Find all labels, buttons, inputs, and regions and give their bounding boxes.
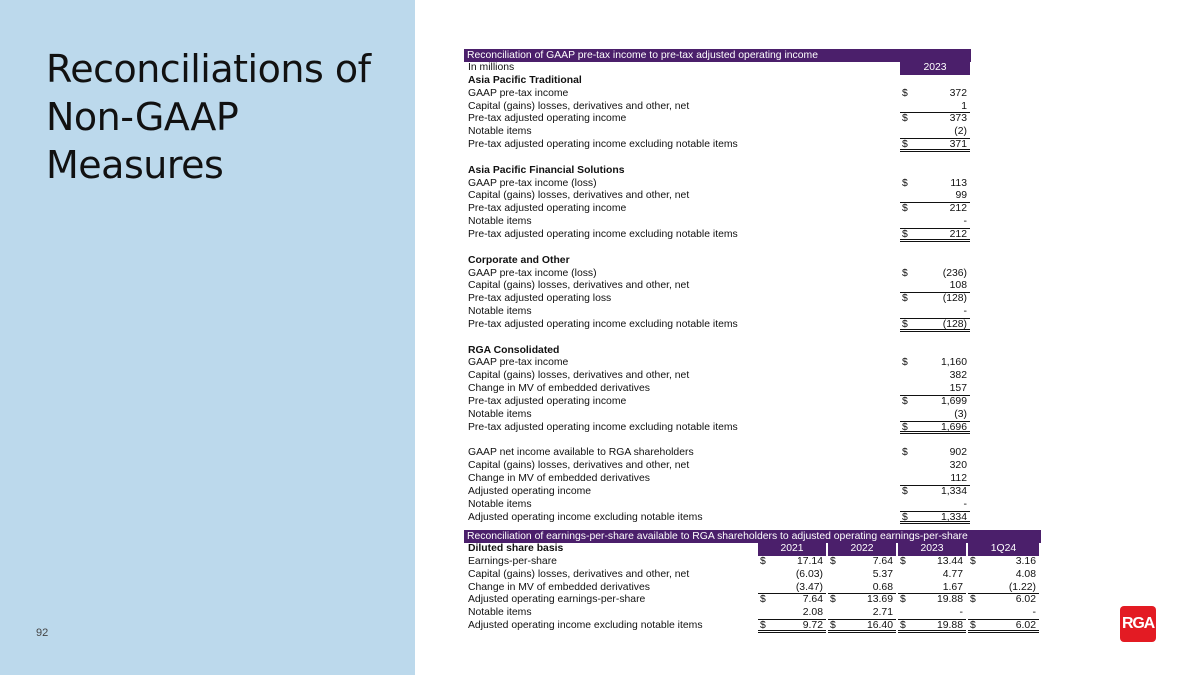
row-value: 373 <box>949 113 967 125</box>
year-header: 2021 <box>758 543 826 556</box>
row-value: 13.69 <box>866 594 893 606</box>
value-cell <box>900 422 970 435</box>
table-header-row <box>464 543 1041 556</box>
currency-symbol: $ <box>760 594 766 606</box>
table-row <box>464 396 971 409</box>
row-value: 1,699 <box>940 395 967 407</box>
row-value: 6.02 <box>1015 594 1036 606</box>
currency-symbol: $ <box>760 555 766 567</box>
value-cell <box>898 582 966 595</box>
row-label: Capital (gains) losses, derivatives and other, net <box>468 190 690 202</box>
row-value: 113 <box>950 177 967 189</box>
left-panel <box>0 0 415 675</box>
currency-symbol: $ <box>902 267 908 279</box>
table-row <box>464 190 971 203</box>
slide-title: Reconciliations of Non-GAAP Measures <box>46 47 371 187</box>
table-row <box>464 319 971 332</box>
section-heading: RGA Consolidated <box>468 344 560 356</box>
table-row <box>464 229 971 242</box>
table-row <box>464 383 971 396</box>
table-row <box>464 357 971 370</box>
row-value: 1,696 <box>940 421 967 433</box>
table-header-row <box>464 62 971 75</box>
value-cell <box>968 620 1039 633</box>
currency-symbol: $ <box>900 594 906 606</box>
page-number: 92 <box>36 627 49 639</box>
value-cell <box>898 569 966 582</box>
row-label: Pre-tax adjusted operating income <box>468 395 627 407</box>
value-cell <box>900 473 970 486</box>
value-cell <box>828 620 896 633</box>
row-value: (2) <box>954 126 967 138</box>
row-value: 2.08 <box>802 607 823 619</box>
currency-symbol: $ <box>902 113 908 125</box>
value-cell <box>968 569 1039 582</box>
row-value: 112 <box>950 473 967 484</box>
currency-symbol: $ <box>902 87 908 99</box>
currency-symbol: $ <box>970 620 976 632</box>
row-label: Adjusted operating earnings-per-share <box>468 594 646 606</box>
row-value: 19.88 <box>936 620 963 632</box>
currency-symbol: $ <box>902 511 908 523</box>
row-value: 212 <box>949 228 967 240</box>
row-label: Notable items <box>468 607 532 619</box>
table-row <box>464 499 971 512</box>
row-value: - <box>963 306 967 318</box>
table-row <box>464 75 971 88</box>
value-cell <box>900 499 970 512</box>
row-label: Notable items <box>468 216 532 228</box>
row-value: 1,334 <box>940 511 967 523</box>
value-cell <box>758 569 826 582</box>
table-row <box>464 345 971 358</box>
value-cell <box>900 383 970 396</box>
value-cell <box>900 280 970 293</box>
currency-symbol: $ <box>902 447 908 459</box>
row-value: 1.67 <box>942 581 963 593</box>
row-label: Capital (gains) losses, derivatives and other, net <box>468 100 690 112</box>
value-cell <box>900 268 970 281</box>
row-label: Capital (gains) losses, derivatives and other, net <box>468 280 690 292</box>
table-row <box>464 460 971 473</box>
row-value: 7.64 <box>872 555 893 567</box>
currency-symbol: $ <box>900 620 906 632</box>
value-cell <box>898 594 966 607</box>
row-value: 17.14 <box>796 555 823 567</box>
value-cell <box>900 357 970 370</box>
row-value: (1.22) <box>1008 581 1036 593</box>
row-label: Change in MV of embedded derivatives <box>468 581 650 593</box>
value-cell <box>900 216 970 229</box>
spacer-row <box>464 152 971 165</box>
value-cell <box>758 607 826 620</box>
table-row <box>464 139 971 152</box>
row-value: 6.02 <box>1015 620 1036 632</box>
value-cell <box>968 582 1039 595</box>
currency-symbol: $ <box>830 620 836 632</box>
row-value: 1 <box>961 100 967 112</box>
table-title: Reconciliation of GAAP pre-tax income to pre-tax adjusted operating income <box>464 49 971 62</box>
currency-symbol: $ <box>970 594 976 606</box>
value-cell <box>828 594 896 607</box>
table-row <box>464 203 971 216</box>
row-label: GAAP pre-tax income (loss) <box>468 177 597 189</box>
row-value: 13.44 <box>936 555 963 567</box>
table-row <box>464 101 971 114</box>
currency-symbol: $ <box>902 203 908 215</box>
row-value: 0.68 <box>872 581 893 593</box>
row-label: Pre-tax adjusted operating income <box>468 113 627 125</box>
row-value: - <box>959 607 963 619</box>
table-title: Reconciliation of earnings-per-share available to RGA shareholders to adjusted operating earnings-per-share <box>464 530 1041 543</box>
value-cell <box>900 370 970 383</box>
value-cell <box>900 306 970 319</box>
value-cell <box>758 582 826 595</box>
value-cell <box>758 556 826 569</box>
year-header: 2022 <box>828 543 896 556</box>
row-value: (6.03) <box>795 568 823 580</box>
row-value: 19.88 <box>936 594 963 606</box>
row-label: Pre-tax adjusted operating income excluding notable items <box>468 421 738 433</box>
table-row <box>464 594 1041 607</box>
row-value: 212 <box>949 203 967 215</box>
eps-reconciliation-table <box>464 530 1041 633</box>
value-cell <box>828 569 896 582</box>
row-value: (128) <box>942 318 967 330</box>
row-label: GAAP pre-tax income <box>468 357 569 369</box>
value-cell <box>900 486 970 499</box>
value-cell <box>900 319 970 332</box>
value-cell <box>900 396 970 409</box>
table-row <box>464 280 971 293</box>
table-row <box>464 126 971 139</box>
table-row <box>464 293 971 306</box>
row-value: 1,334 <box>940 485 967 497</box>
row-value: 902 <box>949 447 967 459</box>
value-cell <box>828 607 896 620</box>
table-row <box>464 409 971 422</box>
basis-label: Diluted share basis <box>468 543 564 554</box>
currency-symbol: $ <box>902 421 908 433</box>
value-cell <box>758 620 826 633</box>
currency-symbol: $ <box>902 293 908 305</box>
spacer-row <box>464 434 971 447</box>
table-row <box>464 620 1041 633</box>
table-row <box>464 306 971 319</box>
row-value: 3.16 <box>1015 555 1036 567</box>
value-cell <box>898 556 966 569</box>
row-value: 99 <box>955 190 967 202</box>
value-cell <box>900 88 970 101</box>
currency-symbol: $ <box>900 555 906 567</box>
value-cell <box>900 229 970 242</box>
row-value: 1,160 <box>940 357 967 369</box>
value-cell <box>900 113 970 126</box>
year-header: 2023 <box>898 543 966 556</box>
gaap-pretax-reconciliation-table <box>464 49 971 524</box>
row-label: Pre-tax adjusted operating income excluding notable items <box>468 228 738 240</box>
row-value: 4.77 <box>942 568 963 580</box>
value-cell <box>898 607 966 620</box>
currency-symbol: $ <box>902 228 908 240</box>
row-value: 320 <box>949 460 967 472</box>
section-heading: Asia Pacific Financial Solutions <box>468 164 625 176</box>
currency-symbol: $ <box>970 555 976 567</box>
row-value: (236) <box>942 267 967 279</box>
value-cell <box>900 190 970 203</box>
value-cell <box>758 594 826 607</box>
row-value: - <box>1032 607 1036 619</box>
row-label: Pre-tax adjusted operating income excluding notable items <box>468 318 738 330</box>
table-row <box>464 422 971 435</box>
row-label: Adjusted operating income excluding notable items <box>468 511 703 523</box>
row-value: 9.72 <box>802 620 823 632</box>
row-value: (3.47) <box>795 581 823 593</box>
spacer-row <box>464 332 971 345</box>
row-label: Pre-tax adjusted operating income excluding notable items <box>468 139 738 151</box>
row-label: Pre-tax adjusted operating income <box>468 203 627 215</box>
currency-symbol: $ <box>902 357 908 369</box>
row-value: 157 <box>949 383 967 395</box>
section-heading: Corporate and Other <box>468 254 570 266</box>
row-value: 382 <box>949 370 967 382</box>
value-cell <box>968 594 1039 607</box>
row-label: Capital (gains) losses, derivatives and other, net <box>468 568 690 580</box>
currency-symbol: $ <box>830 594 836 606</box>
currency-symbol: $ <box>902 395 908 407</box>
row-value: 5.37 <box>872 568 893 580</box>
year-header: 2023 <box>900 62 970 75</box>
table-row <box>464 473 971 486</box>
row-value: 4.08 <box>1015 568 1036 580</box>
row-label: Notable items <box>468 408 532 420</box>
row-label: Adjusted operating income excluding notable items <box>468 620 703 632</box>
value-cell <box>898 620 966 633</box>
row-label: GAAP pre-tax income (loss) <box>468 267 597 279</box>
table-row <box>464 178 971 191</box>
row-value: 372 <box>949 87 967 99</box>
currency-symbol: $ <box>902 139 908 151</box>
value-cell <box>828 582 896 595</box>
table-row <box>464 447 971 460</box>
row-label: Capital (gains) losses, derivatives and other, net <box>468 370 690 382</box>
currency-symbol: $ <box>830 555 836 567</box>
row-label: Pre-tax adjusted operating loss <box>468 293 612 305</box>
row-label: Change in MV of embedded derivatives <box>468 473 650 484</box>
value-cell <box>900 139 970 152</box>
row-label: GAAP pre-tax income <box>468 87 569 99</box>
row-value: 371 <box>949 139 967 151</box>
row-value: 108 <box>949 280 967 292</box>
row-label: Change in MV of embedded derivatives <box>468 383 650 395</box>
section-heading: Asia Pacific Traditional <box>468 74 582 86</box>
table-row <box>464 255 971 268</box>
table-row <box>464 486 971 499</box>
row-label: Capital (gains) losses, derivatives and other, net <box>468 460 690 472</box>
table-row <box>464 216 971 229</box>
table-row <box>464 268 971 281</box>
value-cell <box>900 203 970 216</box>
row-value: - <box>963 216 967 228</box>
row-label: Notable items <box>468 498 532 510</box>
row-value: (3) <box>954 408 967 420</box>
currency-symbol: $ <box>902 318 908 330</box>
table-row <box>464 556 1041 569</box>
value-cell <box>968 556 1039 569</box>
rga-logo: RGA <box>1120 606 1156 642</box>
value-cell <box>828 556 896 569</box>
table-row <box>464 113 971 126</box>
table-row <box>464 569 1041 582</box>
row-label: Notable items <box>468 306 532 318</box>
value-cell <box>900 512 970 525</box>
table-row <box>464 88 971 101</box>
row-value: (128) <box>942 293 967 305</box>
table-row <box>464 370 971 383</box>
currency-symbol: $ <box>902 485 908 497</box>
units-label: In millions <box>468 62 515 73</box>
row-value: 2.71 <box>872 607 893 619</box>
value-cell <box>900 447 970 460</box>
value-cell <box>900 460 970 473</box>
row-label: GAAP net income available to RGA shareholders <box>468 447 694 459</box>
row-value: 16.40 <box>866 620 893 632</box>
row-value: 7.64 <box>802 594 823 606</box>
spacer-row <box>464 242 971 255</box>
value-cell <box>900 178 970 191</box>
row-label: Adjusted operating income <box>468 485 592 497</box>
value-cell <box>900 101 970 114</box>
table-row <box>464 607 1041 620</box>
table-row <box>464 512 971 525</box>
value-cell <box>968 607 1039 620</box>
currency-symbol: $ <box>902 177 908 189</box>
value-cell <box>900 126 970 139</box>
currency-symbol: $ <box>760 620 766 632</box>
table-row <box>464 165 971 178</box>
row-label: Earnings-per-share <box>468 555 557 567</box>
value-cell <box>900 409 970 422</box>
row-label: Notable items <box>468 126 532 138</box>
value-cell <box>900 293 970 306</box>
table-row <box>464 582 1041 595</box>
year-header: 1Q24 <box>968 543 1039 556</box>
row-value: - <box>963 498 967 510</box>
